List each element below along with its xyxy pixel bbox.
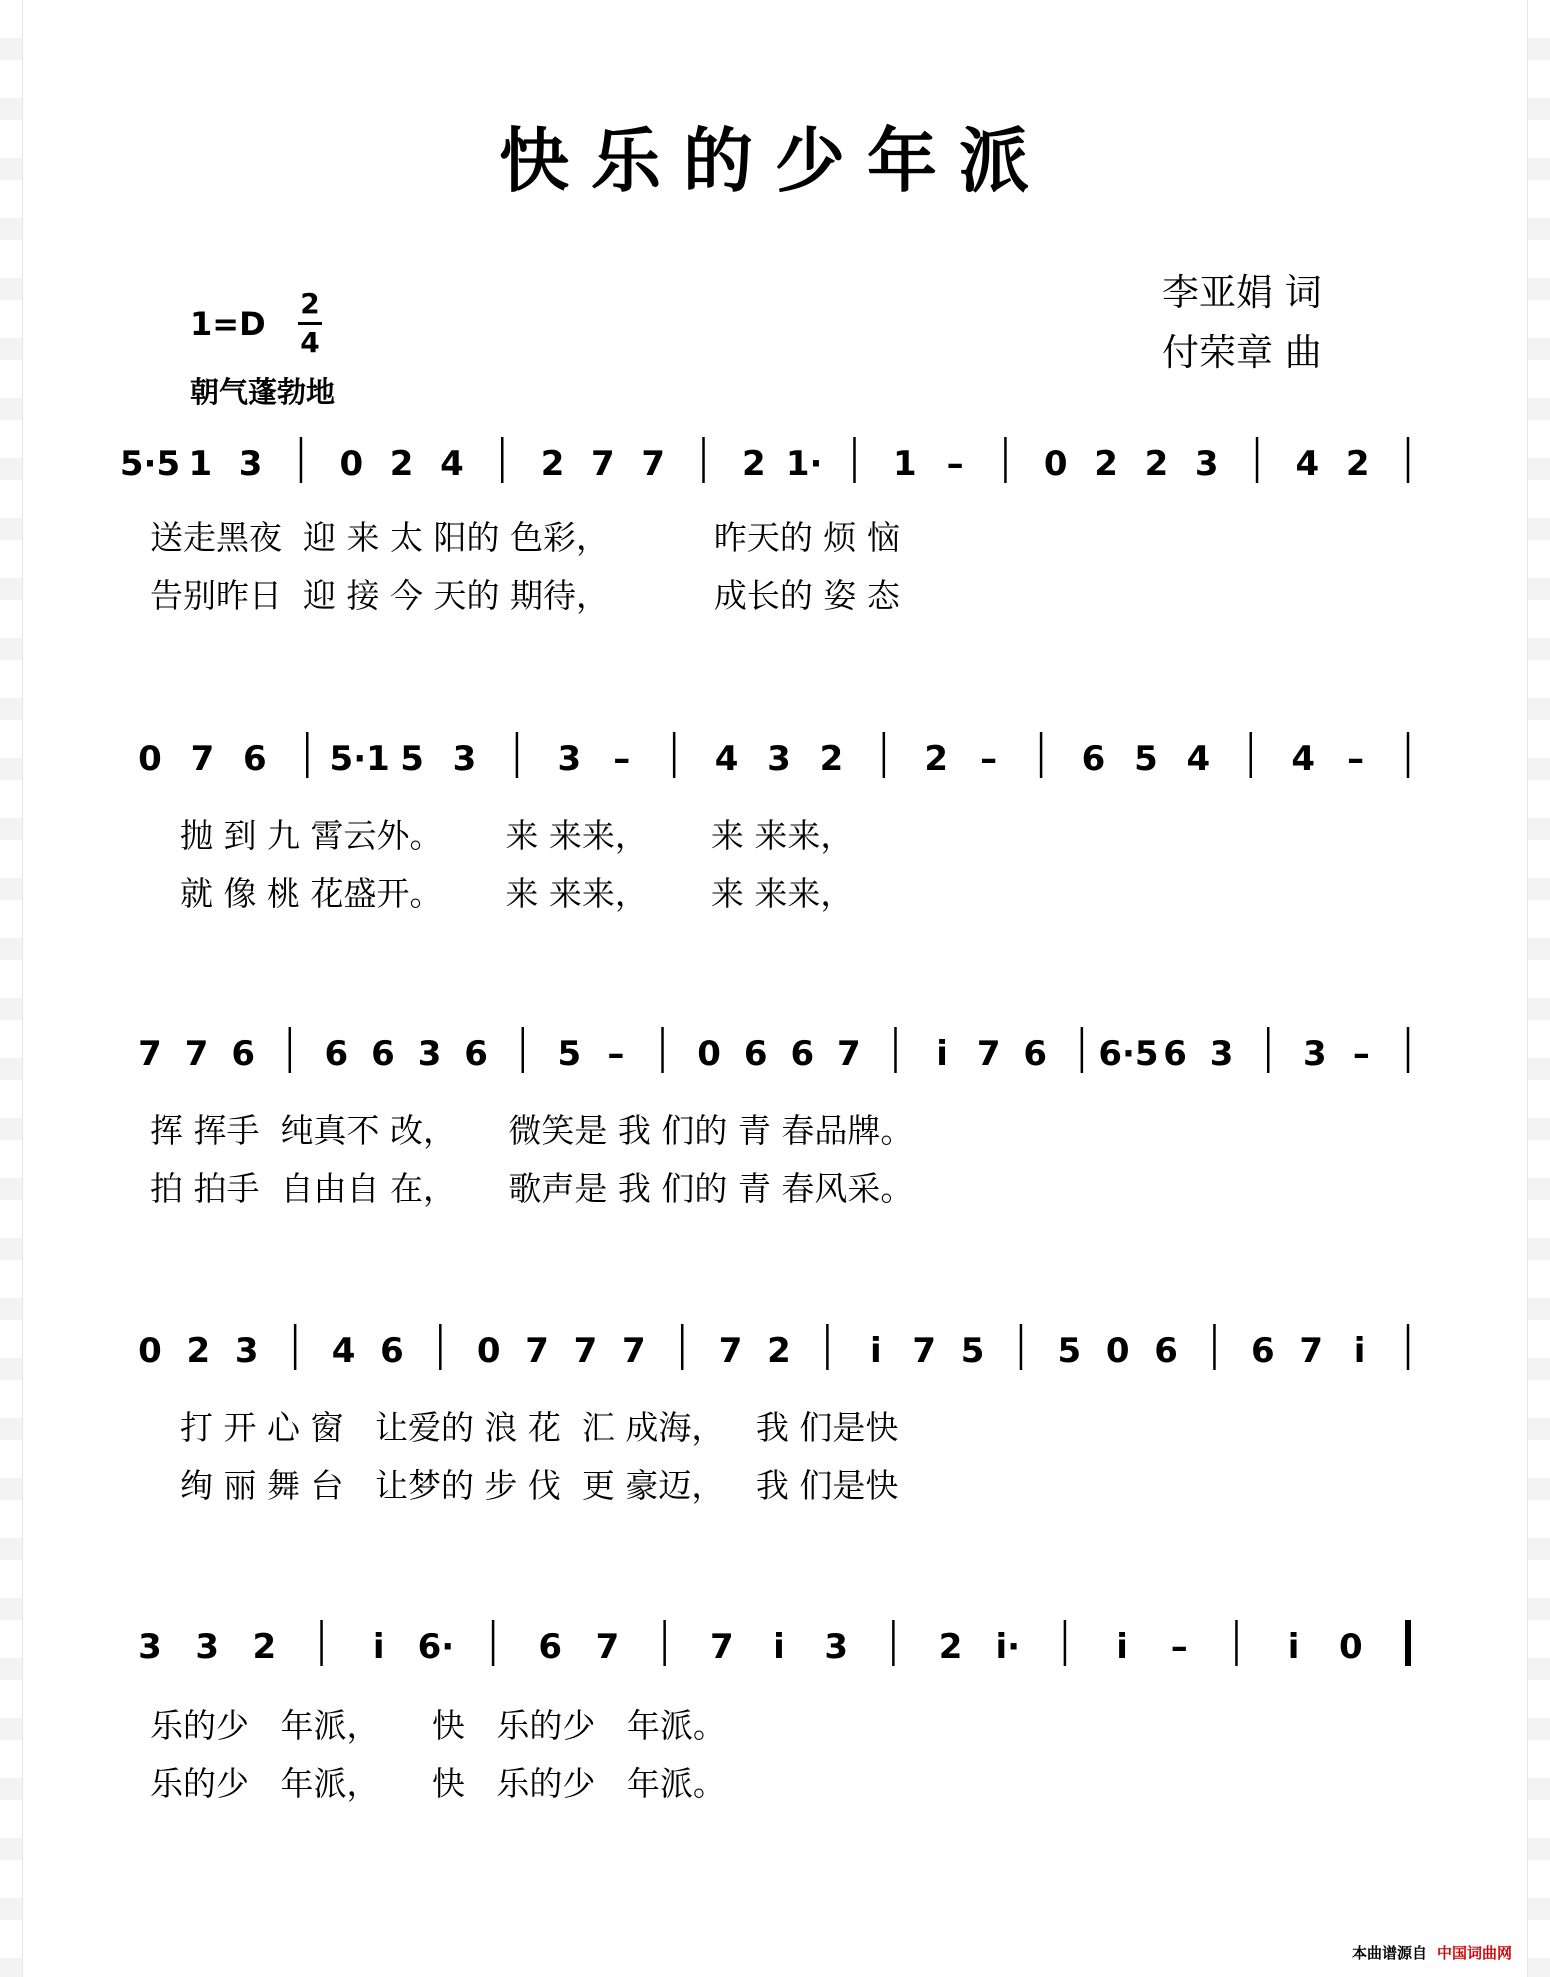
note: 1· [785,444,823,484]
system-5-verse-2: 乐的少 年派， 快 乐的少 年派。 [150,1764,726,1803]
note: 7 [622,1331,646,1371]
system-3-verse-2: 拍 拍手 自由自 在， 歌声是 我 们的 青 春风采。 [150,1169,914,1208]
note: 6 [1154,1331,1178,1371]
note: 6 [1081,739,1106,779]
note: 4 [440,444,464,484]
system-3-verse-1: 挥 挥手 纯真不 改， 微笑是 我 们的 青 春品牌。 [150,1111,914,1150]
note: 4 [1291,739,1316,779]
note: 6 [231,1034,256,1074]
note: 0 [697,1034,721,1074]
system-2-verse-2: 就 像 桃 花盛开。 来 来来， 来 来来， [180,874,854,913]
note: 5·5 [119,444,181,484]
note: 6 [1251,1331,1275,1371]
note: 2 [1345,444,1370,484]
note: 7 [184,1034,209,1074]
note: 2 [767,1331,791,1371]
note: 6 [1163,1034,1187,1074]
note: 4 [1186,739,1211,779]
note: i [1353,1331,1366,1371]
note: 3 [417,1034,442,1074]
footer-source-label: 本曲谱源自 [1351,1944,1427,1962]
note: – [613,739,631,779]
note: 1 [892,444,917,484]
note: 2 [389,444,414,484]
note: 3 [234,1331,259,1371]
note: i [773,1627,785,1667]
note: 0 [476,1331,501,1371]
note: – [1352,1034,1370,1074]
note: 2 [186,1331,211,1371]
note: 2 [742,444,766,484]
key-signature: 1=D [190,305,266,343]
note: 5 [400,739,424,779]
note: 6 [790,1034,815,1074]
time-signature-top: 2 [300,287,320,320]
note: 3 [1209,1034,1234,1074]
note: 7 [718,1331,743,1371]
note: 5 [1057,1331,1082,1371]
note: 7 [525,1331,549,1371]
note: 7 [591,444,615,484]
system-2-verse-1: 抛 到 九 霄云外。 来 来来， 来 来来， [180,816,854,855]
note: 6 [538,1627,563,1667]
note: 7 [641,444,666,484]
tempo-marking: 朝气蓬勃地 [190,375,336,409]
note: 0 [339,444,364,484]
note: 7 [709,1627,734,1667]
note: i [936,1034,948,1074]
note: 6 [324,1034,349,1074]
note: 2 [252,1627,277,1667]
note: 6 [1023,1034,1048,1074]
note: 7 [190,739,215,779]
note: 3 [1194,444,1219,484]
note: 7 [595,1627,620,1667]
composer-credit: 付荣章 曲 [1162,331,1322,374]
note: 2 [924,739,949,779]
note: 1 [188,444,213,484]
note: 5·1 [329,739,390,779]
note: – [1347,739,1365,779]
note: 4 [714,739,739,779]
note: 7 [1299,1331,1324,1371]
note: – [980,739,998,779]
note: 7 [573,1331,598,1371]
note: 3 [557,739,582,779]
note: 5 [960,1331,985,1371]
note: 0 [138,1331,162,1371]
note: 0 [1338,1627,1363,1667]
note: 3 [238,444,263,484]
note: 4 [331,1331,356,1371]
note: 0 [1043,444,1068,484]
note: 6 [371,1034,395,1074]
note: 6 [380,1331,404,1371]
lyricist-credit: 李亚娟 词 [1162,271,1322,314]
note: 4 [1295,444,1320,484]
note: 2 [1144,444,1169,484]
note: 2 [938,1627,963,1667]
note: 3 [195,1627,220,1667]
note: 2 [819,739,844,779]
note: 3 [452,739,477,779]
note: – [607,1034,625,1074]
footer-source [1352,1942,1512,1963]
system-5-verse-1: 乐的少 年派， 快 乐的少 年派。 [150,1706,726,1745]
note: 6 [464,1034,488,1074]
note: 2 [540,444,565,484]
note: 5 [557,1034,582,1074]
note: 6 [242,739,267,779]
note: i [869,1331,882,1371]
note: 2 [1094,444,1118,484]
system-4-verse-1: 打 开 心 窗 让爱的 浪 花 汇 成海， 我 们是快 [180,1408,899,1447]
note: – [1170,1627,1188,1667]
note: 7 [912,1331,936,1371]
note: 6· [417,1627,455,1667]
time-signature-bottom: 4 [300,326,320,359]
note: 0 [138,739,162,779]
note: 7 [976,1034,1001,1074]
system-1-verse-2: 告别昨日 迎 接 今 天的 期待， 成长的 姿 态 [150,576,900,615]
system-4-verse-2: 绚 丽 舞 台 让梦的 步 伐 更 豪迈， 我 们是快 [180,1466,899,1505]
note: 6·5 [1098,1034,1159,1074]
note: 3 [138,1627,162,1667]
note: i· [995,1627,1021,1667]
note: i [372,1627,385,1667]
song-title: 快乐的少年派 [499,119,1051,202]
note: 3 [824,1627,849,1667]
note: 3 [1302,1034,1327,1074]
note: 6 [743,1034,768,1074]
note: 0 [1105,1331,1130,1371]
note: 5 [1134,739,1158,779]
note: 7 [837,1034,861,1074]
note: i [1116,1627,1128,1667]
note: 3 [767,739,791,779]
note: 7 [138,1034,162,1074]
system-1-verse-1: 送走黑夜 迎 来 太 阳的 色彩， 昨天的 烦 恼 [150,518,900,557]
note: – [946,444,964,484]
note: i [1287,1627,1300,1667]
footer-site-link[interactable]: 中国词曲网 [1436,1944,1512,1962]
